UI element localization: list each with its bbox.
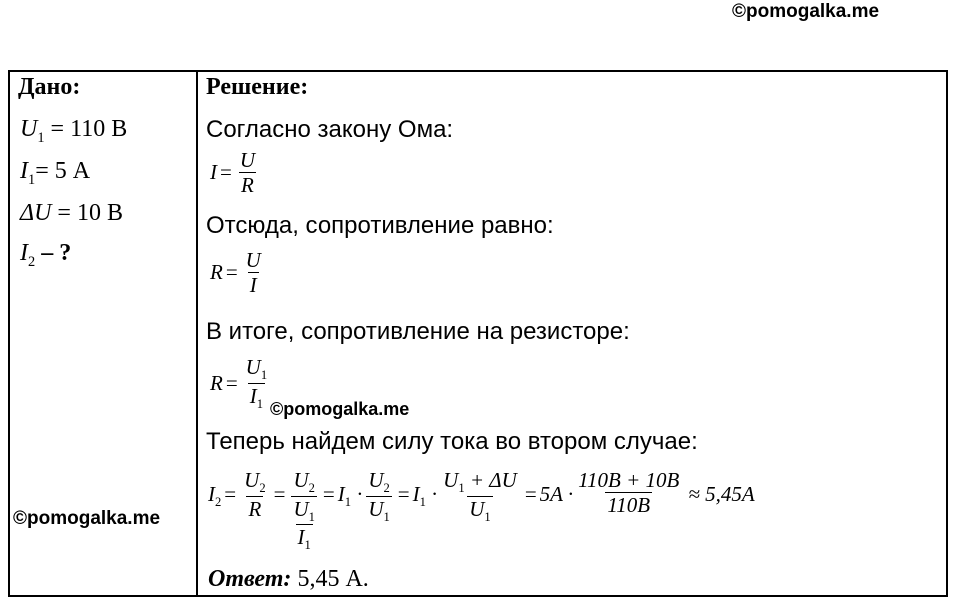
given-line-u1: $U_1 = 110$ В bbox=[20, 116, 128, 146]
answer-line: Ответ: 5,45 А. bbox=[208, 566, 369, 592]
formula-ohm: I = $\frac{U}{R}$ bbox=[210, 148, 256, 198]
watermark-middle: ©pomogalka.me bbox=[270, 399, 410, 419]
given-title: Дано: bbox=[18, 74, 81, 100]
formula-resistor: R = $\frac{U_1}{I_1}$ bbox=[210, 355, 268, 411]
given-line-du: ΔU = 10 В bbox=[20, 200, 123, 226]
solution-text-2: Отсюда, сопротивление равно: bbox=[206, 212, 554, 239]
given-line-i1: $I_1= 5$ А bbox=[20, 158, 91, 188]
solution-title: Решение: bbox=[206, 74, 309, 100]
watermark-left: ©pomogalka.me bbox=[13, 508, 161, 529]
formula-resistance: R = $\frac{U}{I}$ bbox=[210, 248, 261, 298]
solution-text-4: Теперь найдем силу тока во втором случае: bbox=[206, 428, 698, 455]
solution-text-1: Согласно закону Ома: bbox=[206, 116, 454, 143]
formula-current-2: $I_2$ = $\frac{U_2}{R}$ = $U_2$ $U_1$ $I_1$ = $I_1$ · $\frac{U_2}{U_1}$ = $I_1$ · $\frac{U_1 + \Delta U}{U_1}$ = 5A · $\frac{110B + 10B}{110B}$ ≈ 5,45A bbox=[208, 468, 755, 553]
given-line-i2: $I_2$ – ? bbox=[20, 240, 72, 270]
watermark-top: ©pomogalka.me bbox=[732, 1, 880, 22]
column-divider bbox=[196, 72, 198, 595]
solution-text-3: В итоге, сопротивление на резисторе: bbox=[206, 318, 630, 345]
